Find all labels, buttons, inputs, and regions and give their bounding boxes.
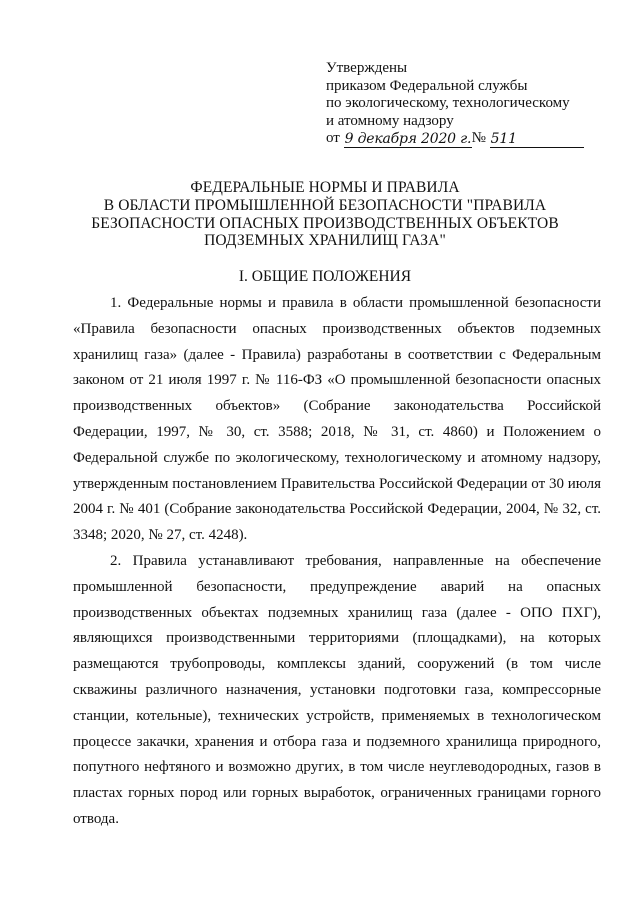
title-line-4: ПОДЗЕМНЫХ ХРАНИЛИЩ ГАЗА" <box>204 232 446 250</box>
handwritten-number: 511 <box>490 132 584 148</box>
approval-line-oversight: и атомному надзору <box>326 112 454 129</box>
approval-line-approved: Утверждены <box>326 60 408 76</box>
approval-date-line <box>326 130 606 148</box>
document-body <box>73 291 601 833</box>
title-line-3: БЕЗОПАСНОСТИ ОПАСНЫХ ПРОИЗВОДСТВЕННЫХ ОБЪЕКТОВ <box>91 214 559 232</box>
approval-line-service: по экологическому, технологическому <box>326 95 570 111</box>
paragraph-1: 1. Федеральные нормы и правила в области промышленной безопасности «Правила безопасности опасных производственных объектов подземных хранилищ газа» (далее - Правила) разработаны в соответствии с Федеральным законом от 21 июля 1997 г. № 116-ФЗ «О промышленной безопасности опасных производственных объектов» (Собрание законодательства Российской Федерации, 1997, № 30, ст. 3588; 2018, № 31, ст. 4860) и Положением о Федеральной службе по экологическому, технологическому и атомному надзору, утвержденным постановлением Правительства Российской Федерации от 30 июля 2004 г. № 401 (Собрание законодательства Российской Федерации, 2004, № 32, ст. 3348; 2020, № 27, ст. 4248). <box>73 295 601 544</box>
handwritten-date: 9 декабря 2020 г. <box>344 130 472 147</box>
paragraph-2: 2. Правила устанавливают требования, направленные на обеспечение промышленной безопасности, предупреждение аварий на опасных производственных объектах подземных хранилищ газа (далее - ОПО ПХГ), являющихся производственными территориями (площадками), на которых размещаются трубопроводы, комплексы зданий, сооружений (в том числе скважины различного назначения, установки подготовки газа, компрессорные станции, котельные), технических устройств, применяемых в технологическом процессе закачки, хранения и отбора газа и подземного хранилища природного, попутного нефтяного и возможно других, в том числе неуглеводородных, газов в пластах горных пород или горных выработок, ограниченных границами горного отвода. <box>73 552 601 827</box>
title-line-1: ФЕДЕРАЛЬНЫЕ НОРМЫ И ПРАВИЛА <box>190 179 460 196</box>
section-heading: I. ОБЩИЕ ПОЛОЖЕНИЯ <box>238 268 412 285</box>
title-line-2: В ОБЛАСТИ ПРОМЫШЛЕННОЙ БЕЗОПАСНОСТИ "ПРАВИЛА <box>103 196 547 214</box>
date-prefix: от <box>326 130 340 146</box>
number-prefix: № <box>471 130 486 146</box>
document-title <box>60 179 590 250</box>
approval-line-order: приказом Федеральной службы <box>326 77 528 94</box>
approval-block <box>326 60 606 148</box>
